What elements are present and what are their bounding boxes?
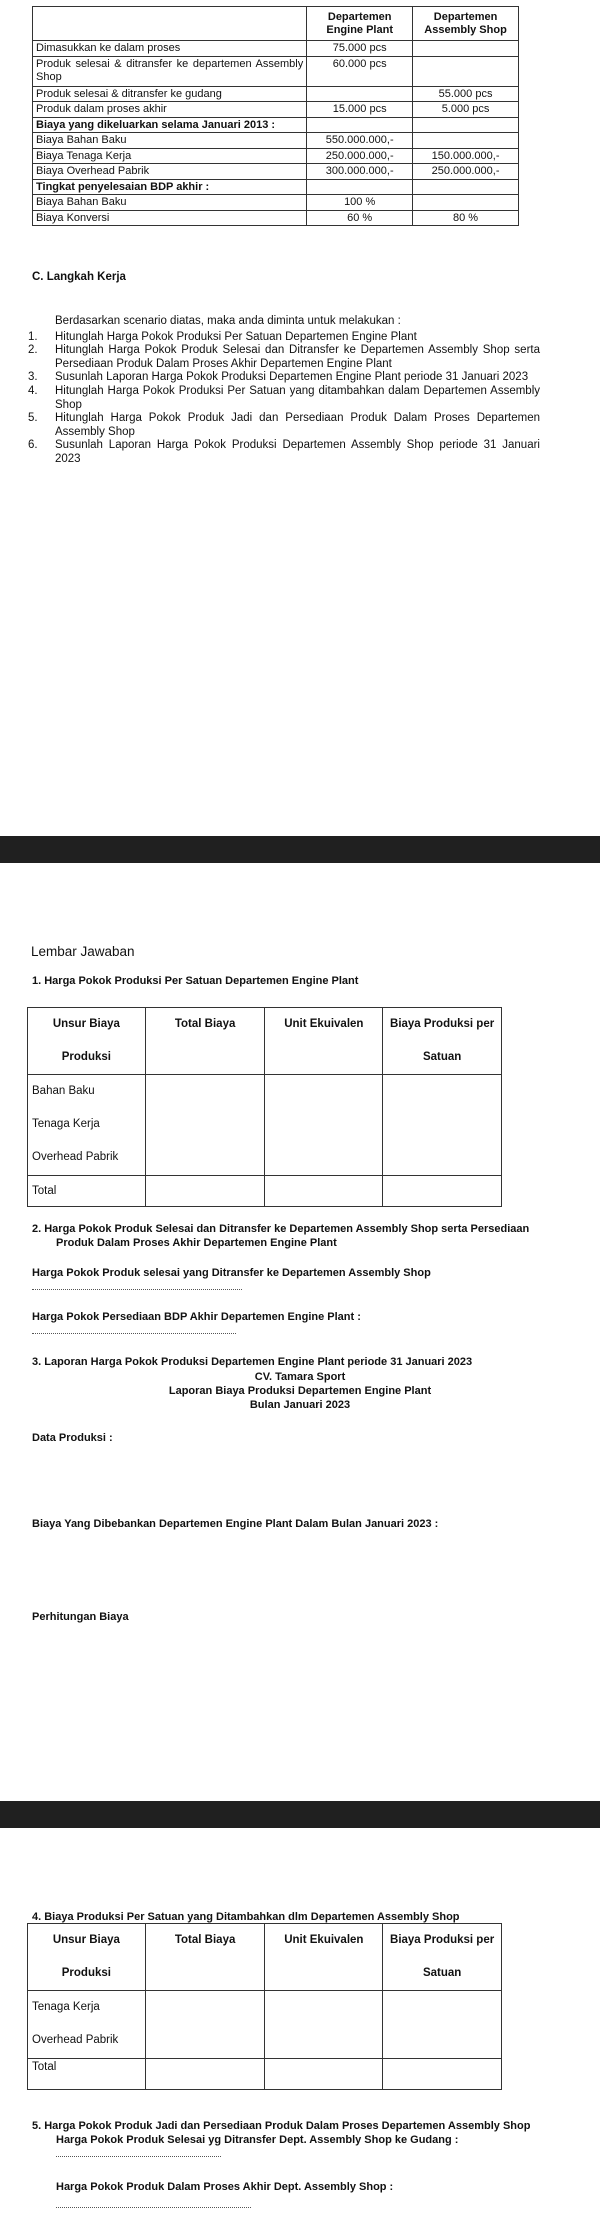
step-text: Susunlah Laporan Harga Pokok Produksi Departemen Engine Plant periode 31 Januari 2023: [55, 371, 529, 384]
col-biaya-per-satuan: Biaya Produksi per Satuan: [383, 1008, 502, 1075]
answer-sheet-title: Lembar Jawaban: [31, 944, 135, 959]
row-as: [413, 117, 519, 133]
q5-title: 5. Harga Pokok Produk Jadi dan Persediaan Produk Dalam Proses Departemen Assembly Shop: [32, 2120, 531, 2132]
table-row: [33, 133, 519, 149]
answer-line[interactable]: [56, 2207, 251, 2208]
row-tenaga-kerja: Tenaga Kerja: [32, 2001, 100, 2013]
table-row: [33, 164, 519, 180]
row-ep: [307, 179, 413, 195]
row-label: Dimasukkan ke dalam proses: [33, 41, 307, 57]
answer-cell[interactable]: [383, 1075, 502, 1176]
row-ep: 300.000.000,-: [307, 164, 413, 180]
row-label: Tingkat penyelesaian BDP akhir :: [33, 179, 307, 195]
page-separator: [0, 1801, 600, 1828]
row-ep: [307, 117, 413, 133]
row-ep: 100 %: [307, 195, 413, 211]
col-unit-ekuivalen: Unit Ekuivalen: [265, 1924, 383, 1991]
cost-elements: [28, 1991, 146, 2059]
answer-line[interactable]: [32, 1333, 236, 1334]
col-unit-ekuivalen: Unit Ekuivalen: [265, 1008, 383, 1075]
row-label: Biaya Overhead Pabrik: [33, 164, 307, 180]
header-engine-plant: Departemen Engine Plant: [307, 7, 413, 41]
q3-title: 3. Laporan Harga Pokok Produksi Departemen Engine Plant periode 31 Januari 2023: [32, 1356, 473, 1368]
row-as: 55.000 pcs: [413, 86, 519, 102]
q5-line1: Harga Pokok Produk Selesai yg Ditransfer Dept. Assembly Shop ke Gudang :: [56, 2134, 459, 2146]
row-as: 150.000.000,-: [413, 148, 519, 164]
q2-line2: Harga Pokok Persediaan BDP Akhir Departemen Engine Plant :: [32, 1311, 361, 1323]
q3-company: CV. Tamara Sport: [254, 1371, 346, 1383]
col-biaya-per-satuan: Biaya Produksi per Satuan: [383, 1924, 502, 1991]
q5-line2: Harga Pokok Produk Dalam Proses Akhir Dept. Assembly Shop :: [56, 2181, 394, 2193]
scenario-table: [32, 6, 519, 226]
row-ep: [307, 86, 413, 102]
work-steps: [28, 315, 540, 467]
row-label: Biaya Tenaga Kerja: [33, 148, 307, 164]
row-as: 250.000.000,-: [413, 164, 519, 180]
row-label: Biaya Konversi: [33, 210, 307, 226]
row-ep: 550.000.000,-: [307, 133, 413, 149]
table-row: [33, 148, 519, 164]
row-total: Total: [28, 1176, 146, 1207]
steps-intro: Berdasarkan scenario diatas, maka anda diminta untuk melakukan :: [55, 315, 401, 327]
table-row: [33, 102, 519, 118]
list-item: [28, 344, 540, 371]
col-unsur-biaya: Unsur Biaya Produksi: [28, 1008, 146, 1075]
step-text: Susunlah Laporan Harga Pokok Produksi Departemen Assembly Shop periode 31 Januari 2023: [55, 439, 540, 465]
row-label: Biaya Bahan Baku: [33, 133, 307, 149]
row-as: [413, 133, 519, 149]
q4-table: [27, 1923, 502, 2090]
answer-cell[interactable]: [265, 1176, 383, 1207]
q4-title: 4. Biaya Produksi Per Satuan yang Ditambahkan dlm Departemen Assembly Shop: [32, 1911, 460, 1923]
list-item: [28, 412, 540, 439]
col-unsur-biaya: Unsur Biaya Produksi: [28, 1924, 146, 1991]
scenario-table-header: [33, 7, 519, 41]
step-number: 2.: [28, 344, 38, 357]
table-row: [33, 195, 519, 211]
row-as: [413, 41, 519, 57]
header-blank: [33, 7, 307, 41]
row-label: Produk selesai & ditransfer ke gudang: [33, 86, 307, 102]
answer-cell[interactable]: [145, 1075, 265, 1176]
q3-report-title: Laporan Biaya Produksi Departemen Engine Plant: [168, 1385, 432, 1397]
q1-title: 1. Harga Pokok Produksi Per Satuan Departemen Engine Plant: [32, 975, 359, 987]
table-row: [33, 56, 519, 86]
answer-cell[interactable]: [145, 1991, 265, 2059]
row-ep: 60 %: [307, 210, 413, 226]
q3-biaya-dibebankan: Biaya Yang Dibebankan Departemen Engine Plant Dalam Bulan Januari 2023 :: [32, 1518, 439, 1530]
cost-elements: [28, 1075, 146, 1176]
row-as: [413, 179, 519, 195]
answer-cell[interactable]: [265, 1075, 383, 1176]
answer-cell[interactable]: [265, 2059, 383, 2090]
page-separator: [0, 836, 600, 863]
col-total-biaya: Total Biaya: [145, 1008, 265, 1075]
answer-cell[interactable]: [265, 1991, 383, 2059]
step-number: 5.: [28, 412, 38, 425]
row-ep: 75.000 pcs: [307, 41, 413, 57]
list-item: [28, 439, 540, 466]
q3-perhitungan-biaya: Perhitungan Biaya: [32, 1611, 129, 1623]
row-bahan-baku: Bahan Baku: [32, 1085, 95, 1097]
step-text: Hitunglah Harga Pokok Produksi Per Satuan Departemen Engine Plant: [55, 330, 417, 343]
table-row: [33, 41, 519, 57]
row-overhead-pabrik: Overhead Pabrik: [32, 2034, 119, 2046]
answer-cell[interactable]: [145, 2059, 265, 2090]
row-as: [413, 56, 519, 86]
row-total: Total: [28, 2059, 146, 2090]
step-text: Hitunglah Harga Pokok Produk Selesai dan Ditransfer ke Departemen Assembly Shop serta Persediaan Produk Dalam Proses Akhir Departemen Engine Plant: [55, 344, 540, 370]
row-label: Produk dalam proses akhir: [33, 102, 307, 118]
answer-cell[interactable]: [383, 1991, 502, 2059]
list-item: [28, 385, 540, 412]
list-item: [28, 371, 540, 385]
row-tenaga-kerja: Tenaga Kerja: [32, 1118, 100, 1130]
row-as: 5.000 pcs: [413, 102, 519, 118]
row-ep: 15.000 pcs: [307, 102, 413, 118]
row-ep: 250.000.000,-: [307, 148, 413, 164]
row-as: 80 %: [413, 210, 519, 226]
row-ep: 60.000 pcs: [307, 56, 413, 86]
step-number: 4.: [28, 384, 38, 397]
answer-cell[interactable]: [383, 2059, 502, 2090]
row-label: Biaya Bahan Baku: [33, 195, 307, 211]
header-assembly-shop: Departemen Assembly Shop: [413, 7, 519, 41]
q1-table: [27, 1007, 502, 1207]
answer-line[interactable]: [32, 1289, 242, 1290]
answer-line[interactable]: [56, 2156, 221, 2157]
step-text: Hitunglah Harga Pokok Produksi Per Satuan yang ditambahkan dalam Departemen Assembly Shop: [55, 384, 540, 411]
q3-month: Bulan Januari 2023: [249, 1399, 351, 1411]
q2-line1: Harga Pokok Produk selesai yang Ditransfer ke Departemen Assembly Shop: [32, 1267, 431, 1279]
q3-data-produksi: Data Produksi :: [32, 1432, 113, 1444]
row-as: [413, 195, 519, 211]
table-row: [33, 86, 519, 102]
table-row: [33, 179, 519, 195]
step-text: Hitunglah Harga Pokok Produk Jadi dan Persediaan Produk Dalam Proses Departemen Assembly Shop: [55, 412, 540, 438]
section-c-title: C. Langkah Kerja: [32, 271, 126, 283]
table-row: [33, 117, 519, 133]
table-row: [33, 210, 519, 226]
list-item: [28, 331, 540, 345]
answer-cell[interactable]: [383, 1176, 502, 1207]
step-number: 6.: [28, 439, 38, 452]
step-number: 3.: [28, 371, 38, 384]
row-label: Biaya yang dikeluarkan selama Januari 2013 :: [33, 117, 307, 133]
col-total-biaya: Total Biaya: [145, 1924, 265, 1991]
answer-cell[interactable]: [145, 1176, 265, 1207]
row-label: Produk selesai & ditransfer ke departemen Assembly Shop: [33, 56, 307, 86]
row-overhead-pabrik: Overhead Pabrik: [32, 1151, 119, 1163]
step-number: 1.: [28, 330, 38, 343]
q2-title: 2. Harga Pokok Produk Selesai dan Ditransfer ke Departemen Assembly Shop serta Persediaan Produk Dalam Proses Akhir Departemen Engine Plant: [32, 1223, 530, 1249]
